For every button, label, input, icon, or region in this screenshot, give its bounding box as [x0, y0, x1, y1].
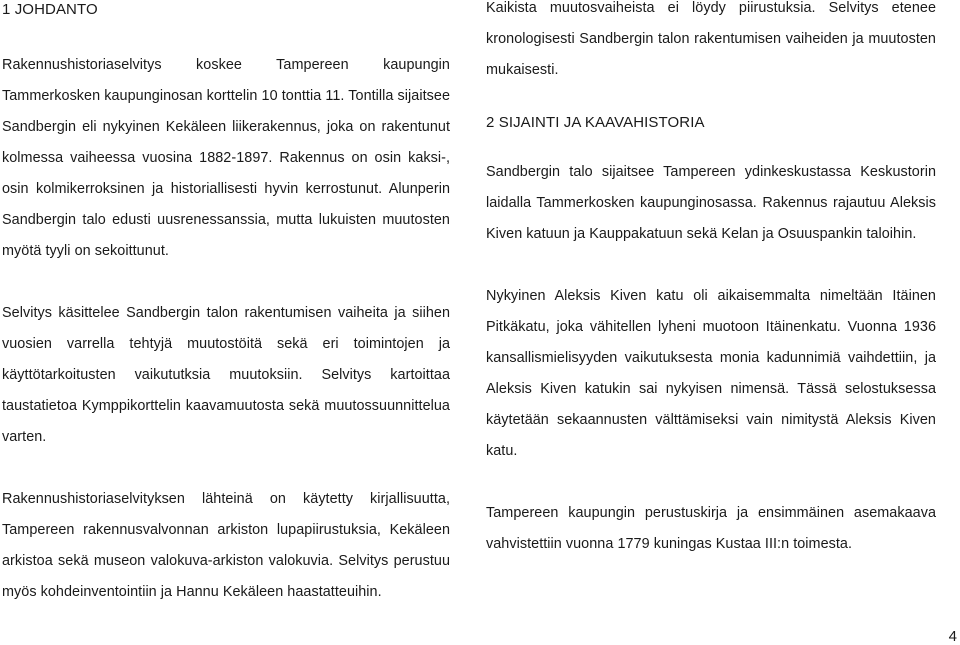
section-heading-location: 2 SIJAINTI JA KAAVAHISTORIA: [486, 114, 705, 131]
section-heading-introduction: 1 JOHDANTO: [2, 1, 98, 18]
left-column: [2, 0, 450, 608]
location-paragraph-1: Sandbergin talo sijaitsee Tampereen ydinkeskustassa Keskustorin laidalla Tammerkosken kaupunginosassa. Rakennus rajautuu Aleksis Kiven katuun ja Kauppakatuun sekä Kelan ja Osuuspankin taloihin.: [486, 164, 936, 242]
page-number: 4: [948, 628, 957, 645]
intro-paragraph-3: Rakennushistoriaselvityksen lähteinä on käytetty kirjallisuutta, Tampereen rakennusvalvonnan arkiston lupapiirustuksia, Kekäleen arkistoa sekä museon valokuva-arkiston valokuvia. Selvitys perustuu myös kohdeinventointiin ja Hannu Kekäleen haastatteuihin.: [2, 491, 450, 600]
intro-paragraph-1: Rakennushistoriaselvitys koskee Tampereen kaupungin Tammerkosken kaupunginosan korttelin 10 tonttia 11. Tontilla sijaitsee Sandbergin eli nykyinen Kekäleen liikerakennus, joka on rakentunut kolmessa vaiheessa vuosina 1882-1897. Rakennus on osin kaksi-, osin kolmikerroksinen ja historiallisesti hyvin kerrostunut. Alunperin Sandbergin talo edusti uusrenessanssia, mutta lukuisten muutosten myötä tyyli on sekoittunut.: [2, 57, 450, 259]
location-paragraph-3: Tampereen kaupungin perustuskirja ja ensimmäinen asemakaava vahvistettiin vuonna 1779 kuningas Kustaa III:n toimesta.: [486, 505, 936, 552]
right-column: [486, 0, 936, 560]
intro-paragraph-2: Selvitys käsittelee Sandbergin talon rakentumisen vaiheita ja siihen vuosien varrella tehtyjä muutostöitä sekä eri toimintojen ja käyttötarkoitusten vaikututksia muutoksiin. Selvitys kartoittaa taustatietoa Kymppikorttelin kaavamuutosta sekä muutossuunnittelua varten.: [2, 305, 450, 445]
intro-paragraph-continued: Kaikista muutosvaiheista ei löydy piirustuksia. Selvitys etenee kronologisesti Sandbergin talon rakentumisen vaiheiden ja muutosten mukaisesti.: [486, 0, 936, 78]
location-paragraph-2: Nykyinen Aleksis Kiven katu oli aikaisemmalta nimeltään Itäinen Pitkäkatu, joka vähitellen lyheni muotoon Itäinenkatu. Vuonna 1936 kansallismielisyyden vaikutuksesta monia kadunnimiä vaihdettiin, ja Aleksis Kiven katukin sai nykyisen nimensä. Tässä selostuksessa käytetään sekaannusten välttämiseksi vain nimitystä Aleksis Kiven katu.: [486, 288, 936, 459]
